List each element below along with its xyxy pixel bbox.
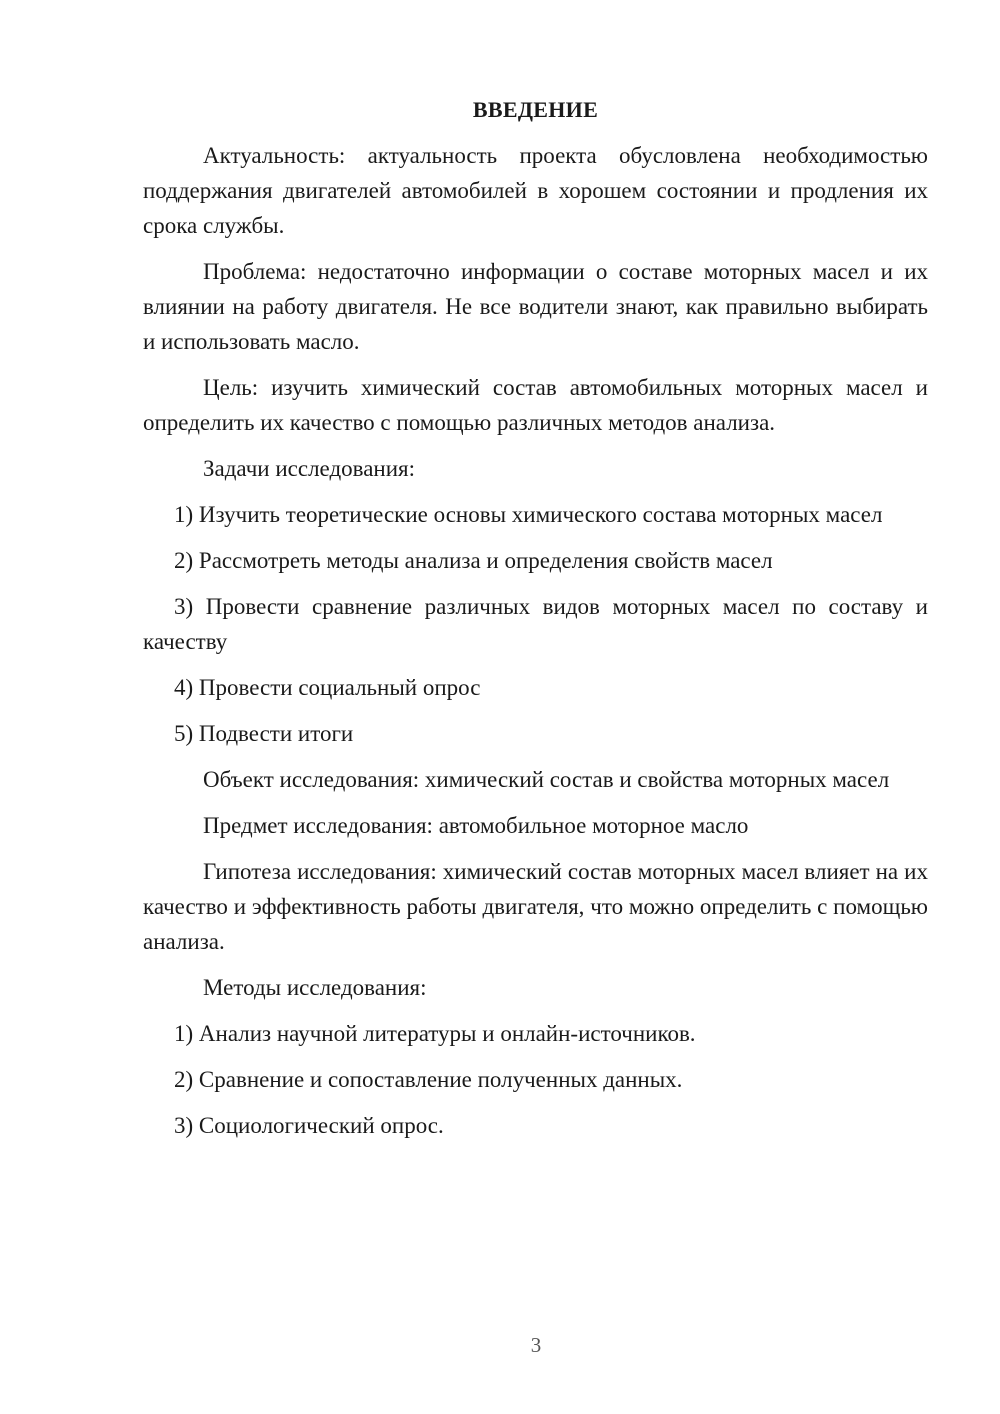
method-item-1: 1) Анализ научной литературы и онлайн-источников. [174, 1021, 696, 1046]
relevance-paragraph: Актуальность: актуальность проекта обусловлена необходимостью поддержания двигателей автомобилей в хорошем состоянии и продления их срока службы. [143, 143, 928, 238]
object-paragraph: Объект исследования: химический состав и свойства моторных масел [203, 767, 890, 792]
task-item-5: 5) Подвести итоги [174, 721, 354, 746]
section-heading: ВВЕДЕНИЕ [472, 97, 599, 122]
task-item-3: 3) Провести сравнение различных видов моторных масел по составу и качеству [143, 594, 928, 654]
tasks-title: Задачи исследования: [203, 456, 416, 481]
method-item-3: 3) Социологический опрос. [174, 1113, 444, 1138]
problem-paragraph: Проблема: недостаточно информации о составе моторных масел и их влиянии на работу двигателя. Не все водители знают, как правильно выбирать и использовать масло. [143, 259, 928, 354]
page-content [143, 94, 928, 1154]
method-item-2: 2) Сравнение и сопоставление полученных данных. [174, 1067, 683, 1092]
methods-title: Методы исследования: [203, 975, 427, 1000]
task-item-1: 1) Изучить теоретические основы химического состава моторных масел [174, 502, 883, 527]
page-number: 3 [530, 1333, 542, 1357]
goal-paragraph: Цель: изучить химический состав автомобильных моторных масел и определить их качество с помощью различных методов анализа. [143, 375, 928, 435]
task-item-2: 2) Рассмотреть методы анализа и определения свойств масел [174, 548, 773, 573]
hypothesis-paragraph: Гипотеза исследования: химический состав моторных масел влияет на их качество и эффективность работы двигателя, что можно определить с помощью анализа. [143, 859, 928, 954]
task-item-4: 4) Провести социальный опрос [174, 675, 481, 700]
subject-paragraph: Предмет исследования: автомобильное моторное масло [203, 813, 749, 838]
